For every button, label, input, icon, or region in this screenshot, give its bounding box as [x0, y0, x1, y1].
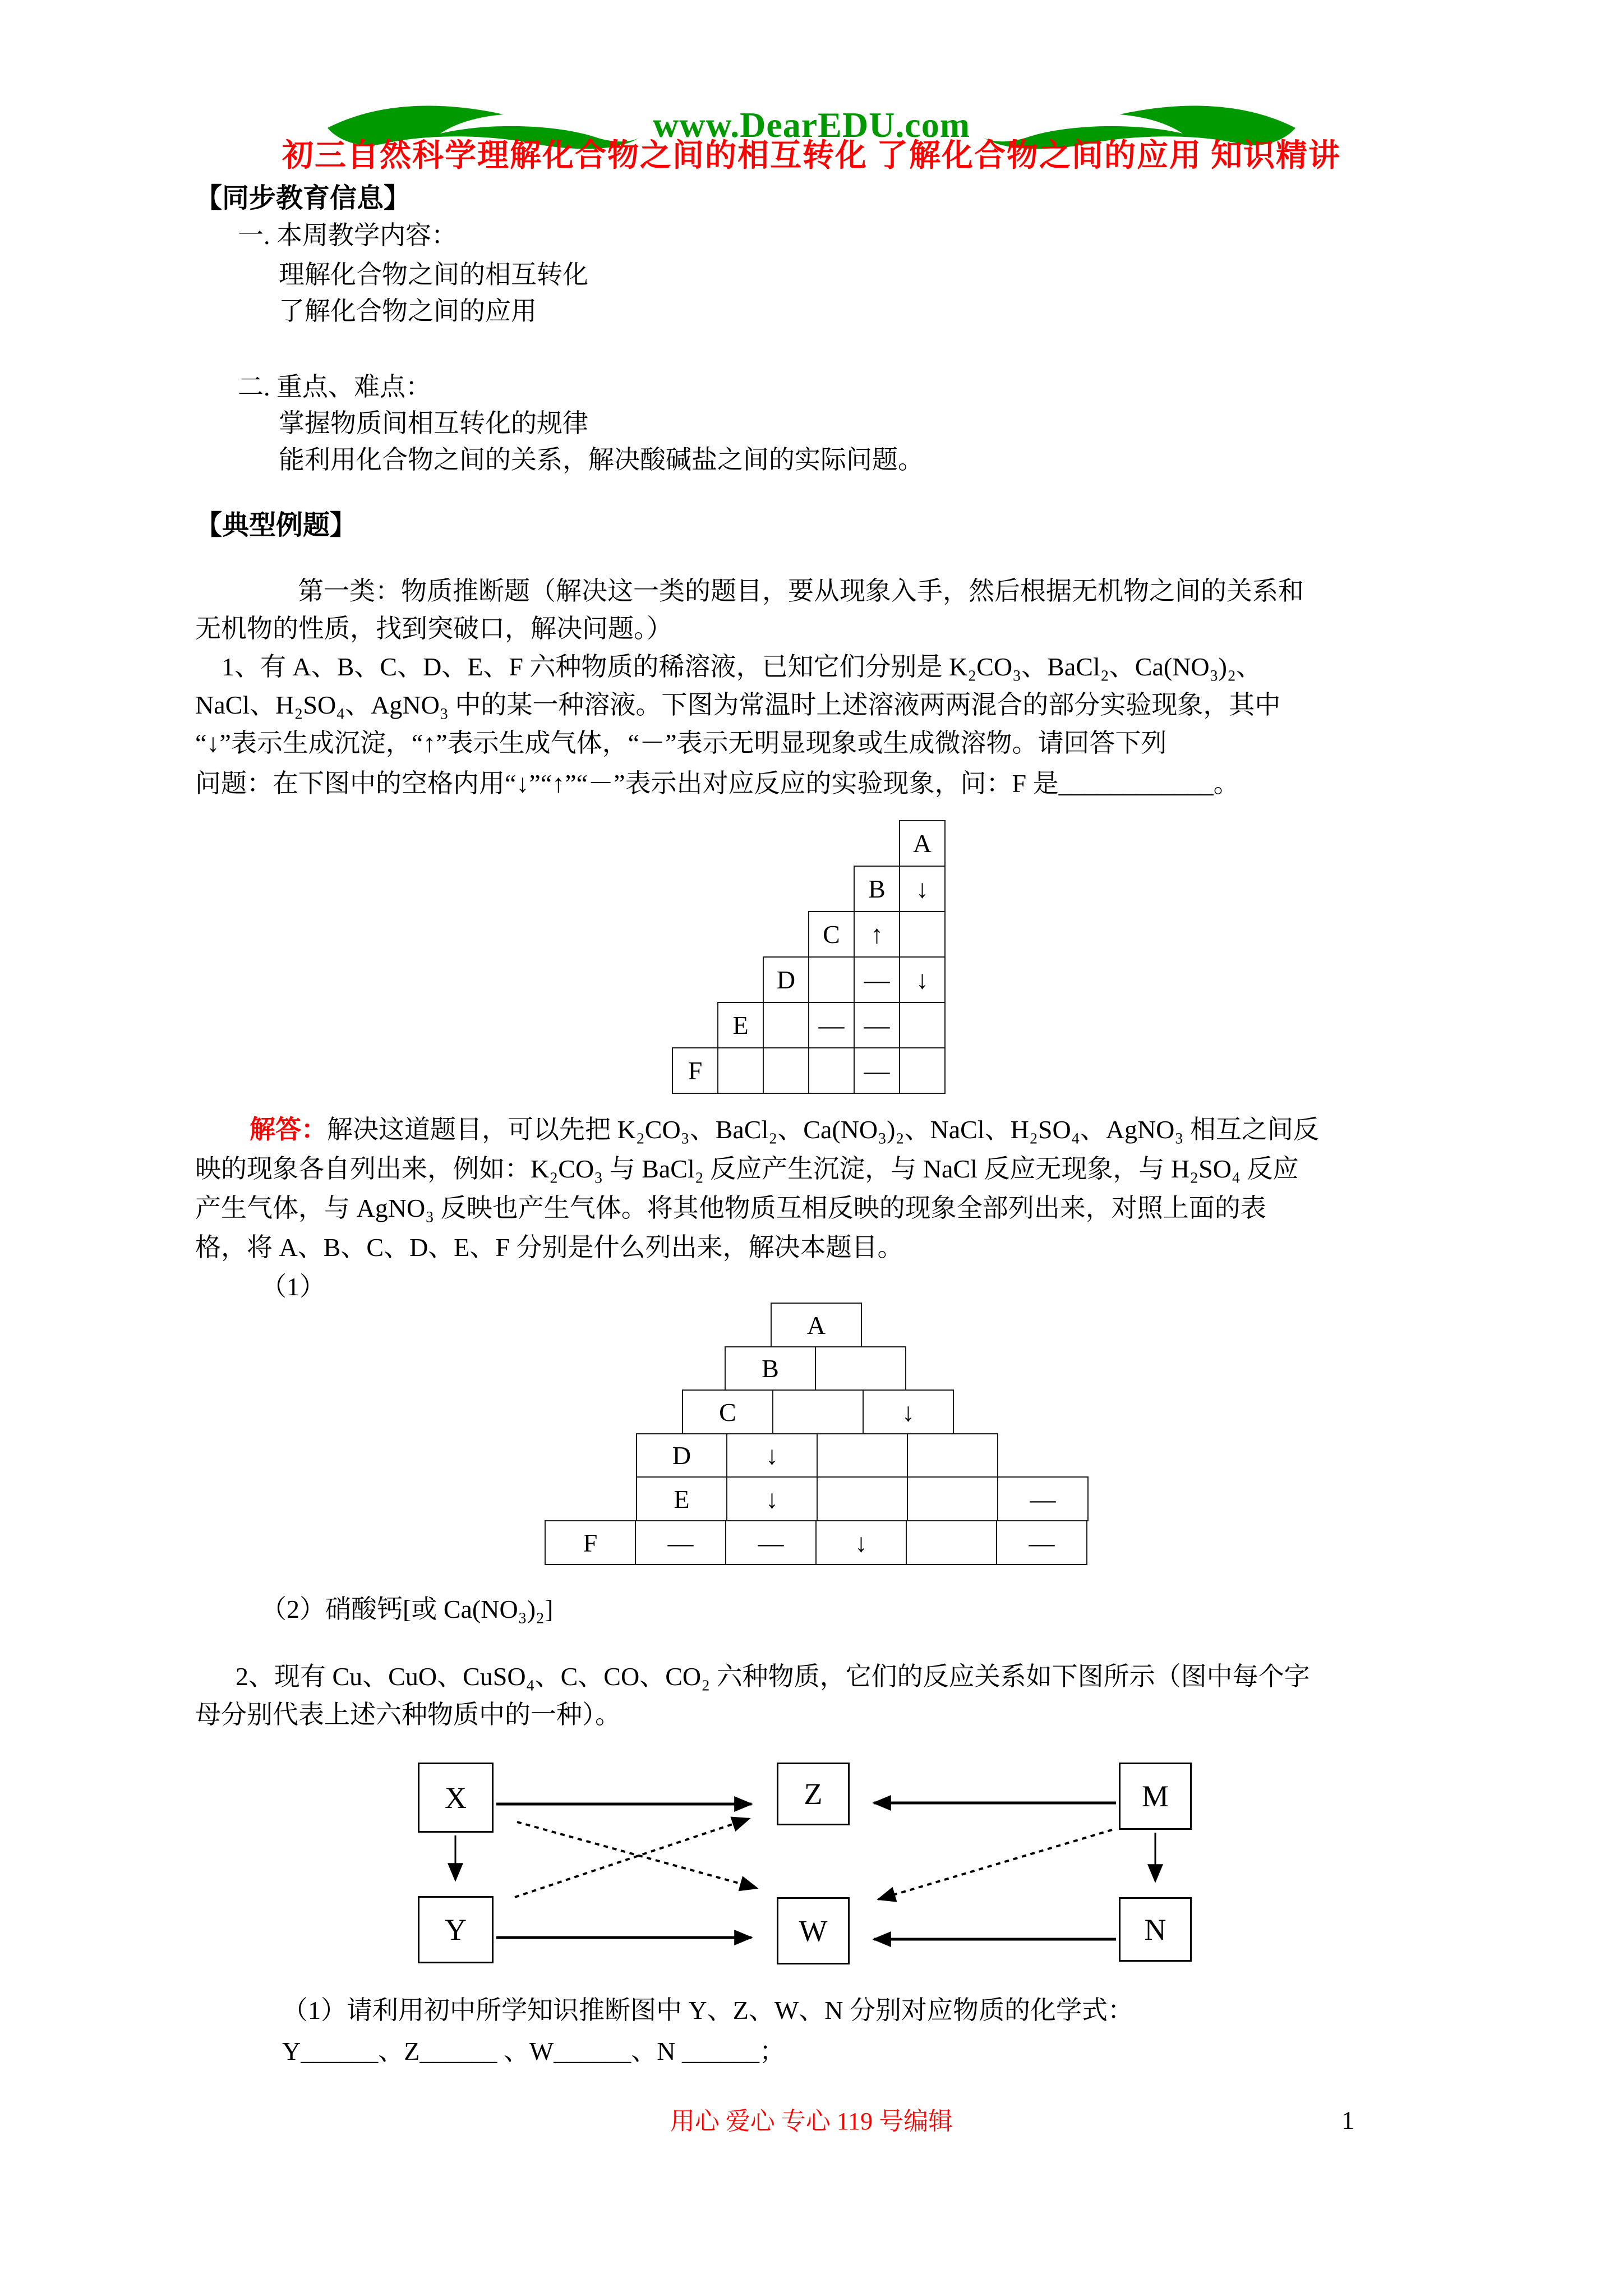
flow-box-m: M: [1119, 1763, 1192, 1830]
problem1-body-line: NaCl、H₂SO₄、AgNO₃ 中的某一种溶液。下图为常温时上述溶液两两混合的部分实验现象，其中: [195, 691, 1281, 719]
grid-cell: —: [997, 1476, 1089, 1521]
grid-cell: [763, 1047, 809, 1094]
grid-cell: F: [672, 1047, 718, 1094]
solution-line: 格，将 A、B、C、D、E、F 分别是什么列出来，解决本题目。: [195, 1233, 903, 1262]
footer-slogan: 用心 爱心 专心 119 号编辑: [670, 2108, 953, 2135]
problem2-answer-line: Y______、Z______ 、W______、N ______；: [282, 2037, 785, 2065]
reaction-pyramid-table: [533, 1303, 1094, 1566]
grid-cell: C: [682, 1389, 773, 1434]
grid-cell: [899, 911, 946, 958]
grid-cell: [899, 1047, 946, 1094]
item2-line: 掌握物质间相互转化的规律: [279, 409, 588, 438]
page-number: 1: [1341, 2106, 1354, 2134]
item1-heading: 一. 本周教学内容：: [238, 221, 457, 250]
grid-cell: —: [854, 1002, 900, 1048]
solution-line-first: [250, 1112, 1319, 1148]
grid-cell: [808, 1047, 855, 1094]
grid-cell: ↓: [899, 956, 946, 1003]
grid-cell: —: [854, 1047, 900, 1094]
grid-cell: ↓: [726, 1476, 818, 1521]
grid-cell: ↓: [726, 1433, 818, 1478]
grid-cell: [907, 1433, 998, 1478]
solution-label: 解答：: [250, 1115, 327, 1144]
solution-part2-line: （2）硝酸钙[或 Ca(NO₃)₂]: [261, 1595, 554, 1623]
problem1-intro-line: 无机物的性质，找到突破口，解决问题。）: [195, 614, 672, 643]
flow-box-x: X: [418, 1763, 494, 1833]
solution-first-rest: 解决这道题目，可以先把 K₂CO₃、BaCl₂、Ca(NO₃)₂、NaCl、H₂SO₄、AgNO₃ 相互之间反: [327, 1115, 1319, 1144]
grid-cell: ↓: [863, 1389, 954, 1434]
reaction-staircase-table: [672, 820, 946, 1094]
item1-line: 了解化合物之间的应用: [279, 297, 537, 325]
arrow-y-to-z-dotted: [515, 1819, 749, 1897]
grid-cell: E: [717, 1002, 764, 1048]
grid-cell: [906, 1520, 997, 1565]
grid-cell: —: [808, 1002, 855, 1048]
problem2-question-line: （1）请利用初中所学知识推断图中 Y、Z、W、N 分别对应物质的化学式：: [282, 1996, 1133, 2024]
grid-cell: [907, 1476, 998, 1521]
grid-cell: C: [808, 911, 855, 958]
problem1-intro-line: 第一类：物质推断题（解决这一类的题目，要从现象入手，然后根据无机物之间的关系和: [298, 577, 1304, 605]
solution-line: 产生气体，与 AgNO₃ 反映也产生气体。将其他物质互相反映的现象全部列出来，对照上面的表: [195, 1194, 1266, 1222]
grid-cell: ↓: [899, 866, 946, 912]
grid-cell: B: [854, 866, 900, 912]
item2-line: 能利用化合物之间的关系，解决酸碱盐之间的实际问题。: [279, 445, 924, 474]
logo-text: www.DearEDU.com: [653, 105, 970, 145]
grid-cell: —: [635, 1520, 726, 1565]
section-heading-sync-info: 【同步教育信息】: [195, 183, 411, 213]
problem2-body-line: 母分别代表上述六种物质中的一种）。: [195, 1700, 621, 1729]
grid-cell: A: [899, 820, 946, 867]
grid-cell: D: [763, 956, 809, 1003]
problem1-body-line: “↓”表示生成沉淀，“↑”表示生成气体，“－”表示无明显现象或生成微溶物。请回答下列: [195, 729, 1167, 757]
substance-flow-diagram: [393, 1756, 1234, 2022]
item1-line: 理解化合物之间的相互转化: [279, 260, 588, 289]
flow-box-n: N: [1119, 1897, 1192, 1962]
item2-heading: 二. 重点、难点：: [238, 372, 431, 401]
grid-cell: ↑: [854, 911, 900, 958]
problem1-body-line: 问题：在下图中的空格内用“↓”“↑”“－”表示出对应反应的实验现象，问：F 是____________。: [195, 769, 1239, 798]
arrow-m-to-w-dotted: [878, 1830, 1112, 1899]
grid-cell: [899, 1002, 946, 1048]
grid-cell: [815, 1346, 906, 1391]
flow-box-z: Z: [777, 1763, 850, 1825]
flow-box-w: W: [777, 1897, 850, 1964]
grid-cell: [763, 1002, 809, 1048]
grid-cell: —: [854, 956, 900, 1003]
flow-box-y: Y: [418, 1896, 494, 1963]
grid-cell: B: [725, 1346, 816, 1391]
grid-cell: ↓: [815, 1520, 907, 1565]
grid-cell: [808, 956, 855, 1003]
grid-cell: [772, 1389, 864, 1434]
solution-part1-label: （1）: [261, 1272, 325, 1301]
grid-cell: D: [636, 1433, 727, 1478]
grid-cell: —: [725, 1520, 817, 1565]
grid-cell: F: [545, 1520, 636, 1565]
grid-cell: [817, 1433, 908, 1478]
page-title: 初三自然科学理解化合物之间的相互转化 了解化合物之间的应用 知识精讲: [282, 139, 1341, 173]
grid-cell: [717, 1047, 764, 1094]
grid-cell: E: [636, 1476, 727, 1521]
section-heading-typical-examples: 【典型例题】: [195, 510, 357, 540]
grid-cell: A: [771, 1303, 862, 1347]
solution-line: 映的现象各自列出来，例如：K₂CO₃ 与 BaCl₂ 反应产生沉淀，与 NaCl 反应无现象，与 H₂SO₄ 反应: [195, 1154, 1299, 1183]
problem1-body-line: 1、有 A、B、C、D、E、F 六种物质的稀溶液，已知它们分别是 K₂CO₃、BaCl₂、Ca(NO₃)₂、: [222, 652, 1262, 681]
grid-cell: [817, 1476, 908, 1521]
problem2-body-line: 2、现有 Cu、CuO、CuSO₄、C、CO、CO₂ 六种物质，它们的反应关系如下图所示（图中每个字: [236, 1662, 1310, 1691]
grid-cell: —: [996, 1520, 1087, 1565]
